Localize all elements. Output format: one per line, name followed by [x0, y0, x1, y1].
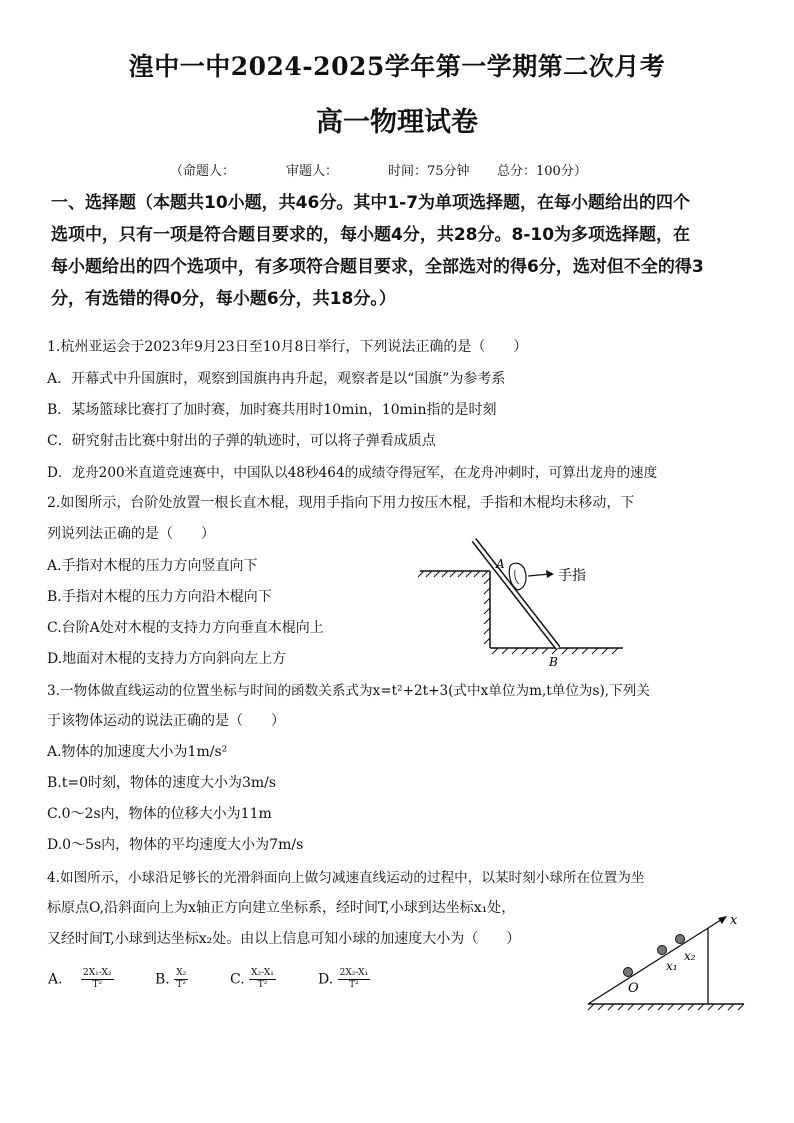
x2-label: x₂ — [684, 949, 696, 963]
section-line: 每小题给出的四个选项中，有多项符合题目要求，全部选对的得6分，选对但不全的得3 — [51, 257, 704, 277]
total-score-label: 总分：100分） — [497, 164, 587, 179]
q3-option-c: C.0～2s内，物体的位移大小为11m — [47, 806, 272, 822]
option-b-fraction — [174, 968, 188, 991]
q1-option-b: B．某场篮球比赛打了加时赛，加时赛共用时10min，10min指的是时刻 — [47, 402, 497, 418]
q3-option-a: A.物体的加速度大小为1m/s² — [47, 744, 228, 760]
finger-label: 手指 — [558, 568, 586, 584]
q4-stem-line1: 4.如图所示，小球沿足够长的光滑斜面向上做匀减速直线运动的过程中，以某时刻小球所在位置为坐 — [47, 870, 645, 886]
q4-option-c — [230, 968, 276, 991]
origin-label: O — [628, 981, 639, 996]
q2-step-stick-figure — [418, 536, 628, 670]
q1-option-d: D．龙舟200米直道竞速赛中，中国队以48秒464的成绩夺得冠军，在龙舟冲刺时，可算出龙舟的速度 — [47, 465, 658, 481]
q3-stem-line2: 于该物体运动的说法正确的是（ ） — [47, 713, 285, 729]
fraction-numerator: X₂ — [176, 968, 187, 978]
option-c-fraction — [249, 968, 276, 991]
option-a-label: A. — [48, 971, 63, 988]
ball-at-origin — [624, 968, 633, 977]
q4-stem-line3: 又经时间T,小球到达坐标x₂处。由以上信息可知小球的加速度大小为（ ） — [47, 931, 521, 947]
option-d-fraction — [338, 968, 370, 991]
q4-stem-line2: 标原点O,沿斜面向上为x轴正方向建立坐标系，经时间T,小球到达坐标x₁处， — [47, 900, 516, 916]
ball-at-x1 — [658, 946, 667, 955]
q4-option-b — [155, 968, 188, 991]
section-1-instructions — [51, 187, 751, 315]
q3-option-d: D.0～5s内，物体的平均速度大小为7m/s — [47, 837, 304, 853]
fraction-denominator: T² — [92, 980, 103, 990]
q2-stem-line1: 2.如图所示，台阶处放置一根长直木棍，现用手指向下用力按压木棍，手指和木棍均未移动，下 — [47, 495, 635, 511]
fraction-denominator: T² — [257, 980, 268, 990]
reviewer-label: 审题人： — [286, 164, 339, 179]
q2-stem-line2: 列说列法正确的是（ ） — [47, 526, 215, 542]
point-a-label: A — [496, 557, 505, 571]
exam-subtitle: 高一物理试卷 — [316, 107, 478, 138]
option-c-label: C. — [230, 971, 245, 988]
section-line: 分，有选错的得0分，每小题6分，共18分。） — [51, 289, 396, 309]
q2-option-c: C.台阶A处对木棍的支持力方向垂直木棍向上 — [47, 620, 324, 636]
q1-option-c: C．研究射击比赛中射出的子弹的轨迹时，可以将子弹看成质点 — [47, 433, 436, 449]
q3-option-b: B.t=0时刻，物体的速度大小为3m/s — [47, 775, 277, 791]
option-b-label: B. — [155, 971, 170, 988]
fraction-numerator: X₂-X₁ — [251, 968, 274, 978]
section-line: 选项中，只有一项是符合题目要求的，每小题4分，共28分。8-10为多项选择题，在 — [51, 225, 691, 245]
q3-stem-line1: 3.一物体做直线运动的位置坐标与时间的函数关系式为x=t²+2t+3(式中x单位为m,t单位为s),下列关 — [47, 683, 650, 699]
fraction-denominator: T² — [349, 980, 359, 990]
q4-option-a — [48, 968, 114, 991]
x-axis-label: x — [730, 913, 738, 928]
fraction-numerator: 2X₁-X₂ — [83, 968, 112, 978]
q4-incline-figure — [584, 906, 748, 1018]
fraction-numerator: 2X₂-X₁ — [339, 968, 369, 978]
q2-option-a: A.手指对木棍的压力方向竖直向下 — [47, 558, 258, 574]
ball-at-x2 — [676, 935, 685, 944]
exam-title: 湟中一中2024-2025学年第一学期第二次月考 — [128, 52, 666, 81]
q2-option-d: D.地面对木棍的支持力方向斜向左上方 — [47, 651, 287, 667]
fraction-denominator: T² — [176, 980, 187, 990]
time-label: 时间：75分钟 — [388, 164, 470, 179]
q4-option-d — [318, 968, 370, 991]
option-d-label: D. — [318, 971, 334, 988]
q2-option-b: B.手指对木棍的压力方向沿木棍向下 — [47, 589, 272, 605]
point-b-label: B — [549, 655, 558, 669]
q1-option-a: A．开幕式中升国旗时，观察到国旗冉冉升起，观察者是以“国旗”为参考系 — [47, 371, 506, 387]
q1-stem: 1.杭州亚运会于2023年9月23日至10月8日举行，下列说法正确的是（ ） — [47, 339, 528, 355]
proposer-label: （命题人： — [170, 164, 236, 179]
option-a-fraction — [81, 968, 113, 991]
x1-label: x₁ — [666, 959, 678, 973]
section-line: 一、选择题（本题共10小题，共46分。其中1-7为单项选择题，在每小题给出的四个 — [51, 193, 691, 213]
